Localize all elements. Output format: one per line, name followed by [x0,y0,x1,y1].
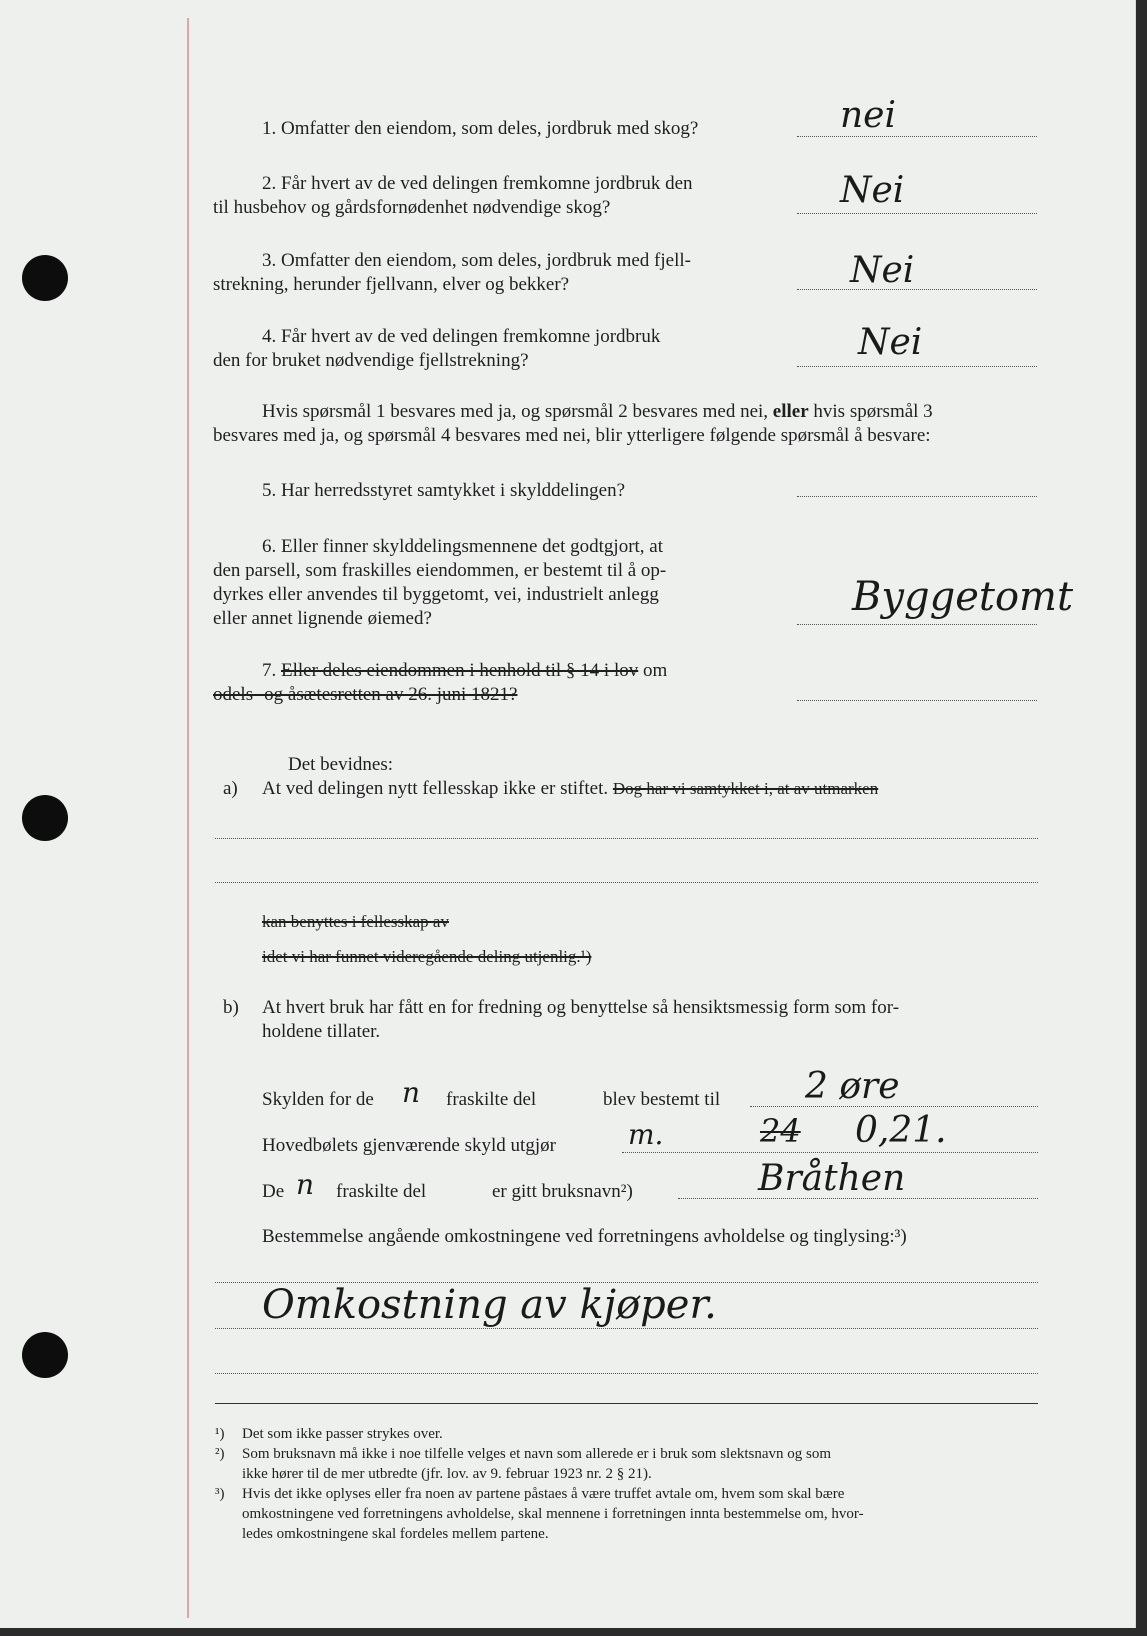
skyld-line-1-c: blev bestemt til [603,1089,721,1110]
question-5: 5. Har herredsstyret samtykket i skylddelingen? [262,480,626,501]
skyld-answer-1: 2 øre [805,1066,900,1107]
question-6-line-1: 6. Eller finner skylddelingsmennene det godtgjort, at [262,536,664,557]
footnote-3-line-1: Hvis det ikke oplyses eller fra noen av partene påstaes å være truffet avtale om, hvem som skal bære [242,1486,845,1502]
question-7-line-1 [262,659,667,683]
skyld-line-2-a: Hovedbølets gjenværende skyld utgjør [262,1135,556,1156]
certify-a-struck-3: idet vi har funnet videregående deling utjenlig.¹) [262,947,592,966]
question-7-end: om [642,660,668,681]
answer-4: Nei [858,322,923,363]
skyld-line-4: Bestemmelse angående omkostningene ved forretningens avholdelse og tinglysing:³) [262,1226,907,1247]
certify-line-2 [215,882,1038,883]
skyld-line-2-struck: 24 [760,1112,801,1150]
cost-line-3 [215,1373,1038,1374]
question-1: 1. Omfatter den eiendom, som deles, jordbruk med skog? [262,118,699,139]
punch-hole-bottom [22,1332,68,1378]
cost-answer: Omkostning av kjøper. [262,1282,717,1328]
question-4-line-1: 4. Får hvert av de ved delingen fremkomne jordbruk [262,326,661,347]
answer-line-5 [797,496,1037,497]
skyld-line-1-hand: n [402,1076,421,1109]
condition-text-a: Hvis spørsmål 1 besvares med ja, og spørsmål 2 besvares med nei, [262,401,769,422]
answer-3: Nei [850,250,915,291]
skyld-line-3-c: er gitt bruksnavn²) [492,1181,633,1202]
answer-1: nei [840,95,897,136]
punch-hole-middle [22,795,68,841]
certify-b-label: b) [223,997,239,1018]
skyld-line-1-b: fraskilte del [446,1089,537,1110]
skyld-answer-2: 0,21. [855,1110,947,1151]
footnote-3-marker: ³) [215,1486,225,1502]
question-2-line-2: til husbehov og gårdsfornødenhet nødvendige skog? [213,197,611,218]
answer-line-6 [797,624,1037,625]
answer-line-1 [797,136,1037,137]
skyld-answer-line-2 [622,1152,1038,1153]
skyld-answer-3: Bråthen [758,1158,906,1199]
answer-line-2 [797,213,1037,214]
certify-a-text [262,777,878,801]
certify-a-main: At ved delingen nytt fellesskap ikke er stiftet. [262,778,609,799]
certify-line-1 [215,838,1038,839]
certify-a-label: a) [223,778,238,799]
answer-line-3 [797,289,1037,290]
footnote-separator [215,1403,1038,1404]
skyld-line-2-hand: m. [628,1118,664,1151]
condition-line-2: besvares med ja, og spørsmål 4 besvares med nei, blir ytterligere følgende spørsmål å besvare: [213,425,931,446]
question-2-line-1: 2. Får hvert av de ved delingen fremkomne jordbruk den [262,173,693,194]
question-7-struck-text: Eller deles eiendommen i henhold til § 14 i lov [281,660,639,681]
footnote-2-line-1: Som bruksnavn må ikke i noe tilfelle velges et navn som allerede er i bruk som slektsnavn og som [242,1446,832,1462]
skyld-line-3-a: De [262,1181,285,1202]
skyld-line-1-a: Skylden for de [262,1089,374,1110]
question-6-line-3: dyrkes eller anvendes til byggetomt, vei, industrielt anlegg [213,584,659,605]
question-4-line-2: den for bruket nødvendige fjellstrekning? [213,350,529,371]
certify-heading: Det bevidnes: [288,754,394,775]
question-3-line-2: strekning, herunder fjellvann, elver og bekker? [213,274,570,295]
answer-line-7 [797,700,1037,701]
footnote-1: Det som ikke passer strykes over. [242,1426,443,1442]
answer-6: Byggetomt [852,574,1074,620]
question-7-number: 7. [262,660,277,681]
footnote-3-line-2: omkostningene ved forretningens avholdelse, skal mennene i forretningen innta bestemmelse om, hvor- [242,1506,864,1522]
condition-bold: eller [772,401,809,422]
footnote-2-line-2: ikke hører til de mer utbredte (jfr. lov. av 9. februar 1923 nr. 2 § 21). [242,1466,652,1482]
answer-2: Nei [840,170,905,211]
question-7-line-2: odels- og åsætesretten av 26. juni 1821? [213,684,518,705]
condition-line-1 [262,400,933,424]
skyld-line-3-hand: n [296,1168,315,1201]
footnote-3-line-3: ledes omkostningene skal fordeles mellem partene. [242,1526,549,1542]
margin-line [187,18,189,1618]
certify-b-line-1: At hvert bruk har fått en for fredning og benyttelse så hensiktsmessig form som for- [262,997,900,1018]
footnote-2-marker: ²) [215,1446,225,1462]
question-3-line-1: 3. Omfatter den eiendom, som deles, jordbruk med fjell- [262,250,691,271]
certify-a-struck-2: kan benyttes i fellesskap av [262,912,449,931]
condition-text-b: hvis spørsmål 3 [813,401,933,422]
footnote-1-marker: ¹) [215,1426,225,1442]
certify-a-struck: Dog har vi samtykket i, at av utmarken [612,779,879,798]
cost-line-2 [215,1328,1038,1329]
question-6-line-2: den parsell, som fraskilles eiendommen, er bestemt til å op- [213,560,667,581]
certify-b-line-2: holdene tillater. [262,1021,381,1042]
question-6-line-4: eller annet lignende øiemed? [213,608,432,629]
skyld-line-3-b: fraskilte del [336,1181,427,1202]
answer-line-4 [797,366,1037,367]
punch-hole-top [22,255,68,301]
